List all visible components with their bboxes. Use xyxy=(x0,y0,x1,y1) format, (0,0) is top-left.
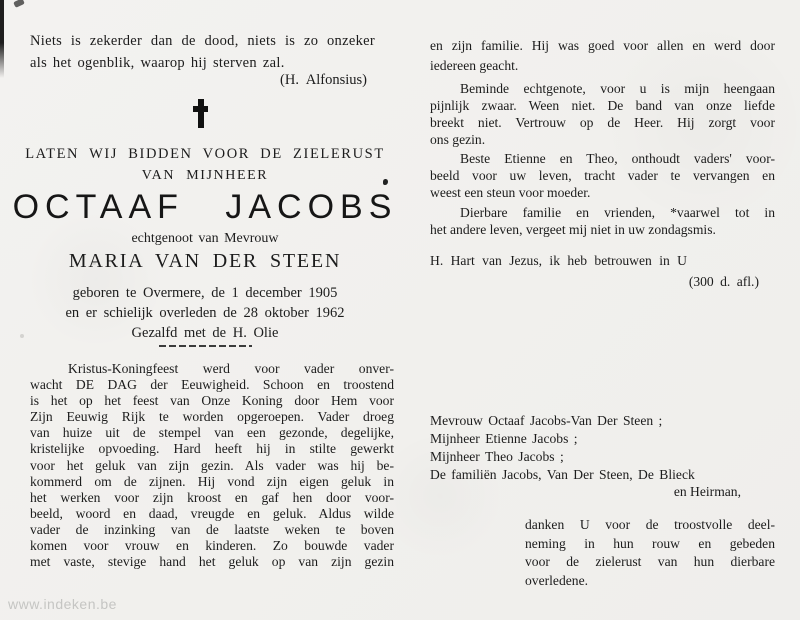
birth-death-lines: geboren te Overmere, de 1 december 1905 en er schielijk overleden de 28 oktober 1962 Gezalfd met de H. Olie xyxy=(65,285,345,341)
watermark: www.indeken.be xyxy=(8,596,117,612)
scan-speck xyxy=(13,0,25,8)
epigraph-quote: Niets is zekerder dan de dood, niets is zo onzeker als het ogenblik, waarop hij sterven zal. xyxy=(30,33,375,71)
epigraph-attribution: (H. Alfonsius) xyxy=(280,72,367,88)
intro-line-2: VAN MIJNHEER xyxy=(141,168,269,183)
relation-line: echtgenoot van Mevrouw xyxy=(131,231,279,246)
cross-icon xyxy=(193,99,208,128)
spouse-name: MARIA VAN DER STEEN xyxy=(68,250,342,272)
deceased-name: OCTAAF JACOBS xyxy=(12,188,398,226)
thanks-paragraph: danken U voor de troostvolle deel- neming in hun rouw en gebeden voor de zielerust van hun dierbare overledene. xyxy=(525,517,775,588)
eulogy-paragraph-continued: en zijn familie. Hij was goed voor allen en werd door iedereen geacht. xyxy=(430,38,775,73)
indulgence-note: (300 d. afl.) xyxy=(688,274,759,289)
farewell-to-wife-paragraph: Beminde echtgenote, voor u is mijn heengaan pijnlijk zwaar. Ween niet. De band van onze liefde breekt niet. Vertrouw op de Heer. Hij zorgt voor ons gezin. xyxy=(430,81,775,147)
surviving-family-list-continued: en Heirman, xyxy=(673,484,741,499)
prayer-line: H. Hart van Jezus, ik heb betrouwen in U xyxy=(430,253,687,268)
surviving-family-list: Mevrouw Octaaf Jacobs-Van Der Steen ; Mijnheer Etienne Jacobs ; Mijnheer Theo Jacobs ; De familiën Jacobs, Van Der Steen, De Blieck xyxy=(430,413,695,482)
eulogy-paragraph-left: Kristus-Koningfeest werd voor vader onver- wacht DE DAG der Eeuwigheid. Schoon en troostend is het op het feest van Onze Koning door Hem voor Zijn Eeuwig Rijk te worden opgeroepen. Vader droeg van huize uit de stempel van een gezonde, degelijke, kristelijke opvoeding. Hard heeft hij in stilte gewerkt voor het geluk van zijn gezin. Als vader was hij be- kommerd om de zijnen. Hij vond zijn eigen geluk in het werken voor zijn kroost en gaf hen door voor- beeld, woord en daad, vreugde en geluk. Aldus wilde vader de inzinking van de laatste weken te boven komen voor vrouw en kinderen. Zo bouwde vader met vaste, stevige hand het geluk op van zijn gezin xyxy=(30,361,394,570)
farewell-to-sons-paragraph: Beste Etienne en Theo, onthoudt vaders' voor- beeld voor uw leven, tracht vader te vervangen en weest een steun voor moeder. xyxy=(430,151,775,200)
farewell-to-family-paragraph: Dierbare familie en vrienden, *vaarwel tot in het andere leven, vergeet mij niet in uw zondagsmis. xyxy=(430,205,775,237)
scan-edge-artifact xyxy=(0,0,4,78)
intro-line-1: LATEN WIJ BIDDEN VOOR DE ZIELERUST xyxy=(25,146,385,162)
section-divider xyxy=(159,345,252,347)
